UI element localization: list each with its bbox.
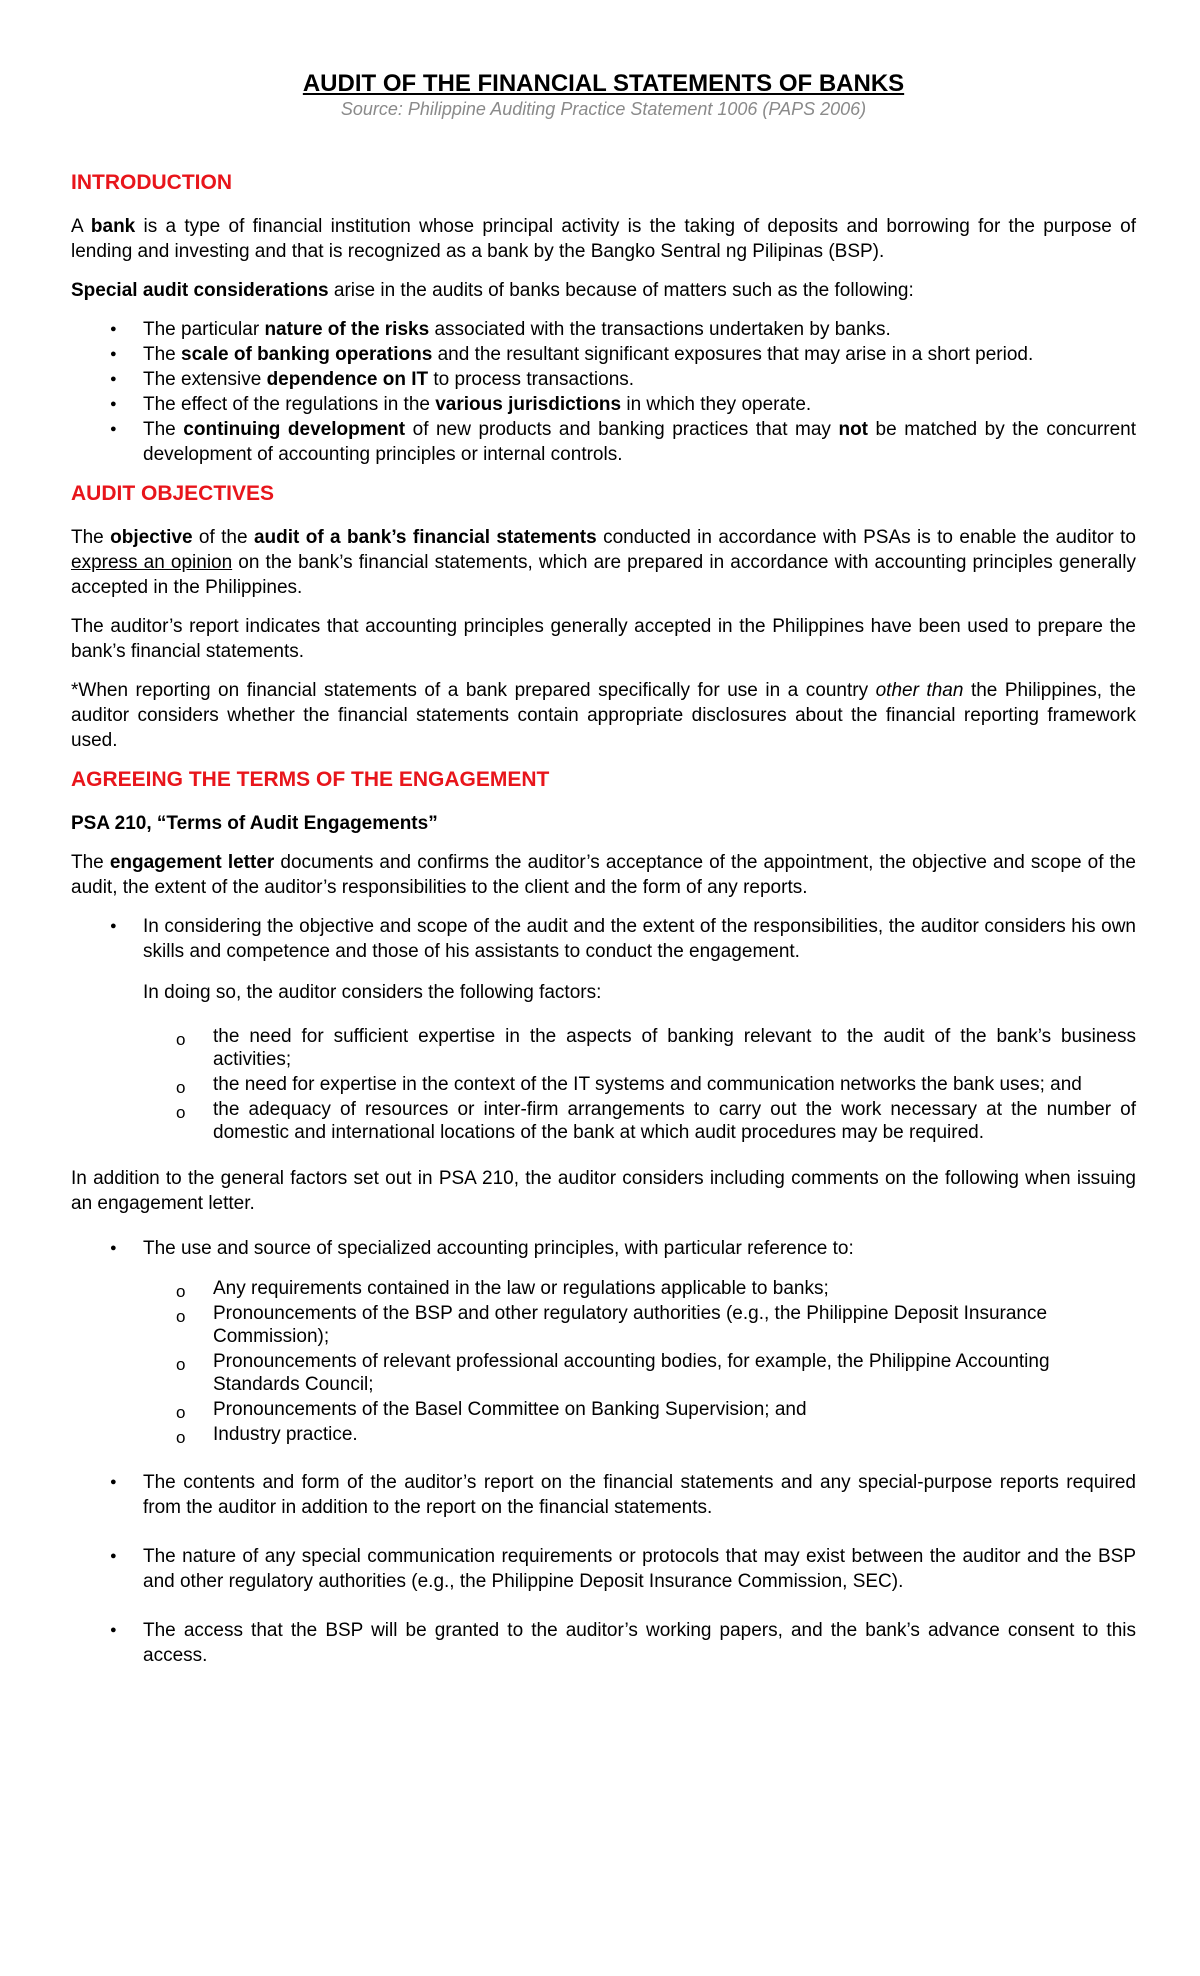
factors-intro: In doing so, the auditor considers the following factors: — [143, 982, 602, 1003]
document-title: AUDIT OF THE FINANCIAL STATEMENTS OF BANKS — [302, 70, 905, 97]
list-item: o Pronouncements of the Basel Committee on Banking Supervision; and — [142, 1398, 1136, 1421]
list-item: ● In considering the objective and scope of the audit and the extent of the responsibilities, the auditor considers his own skills and competence and those of his assistants to conduct the engagement. In doing so, the auditor considers the following factors: — [71, 914, 1136, 1005]
source-note: Source: Philippine Auditing Practice Statement 1006 (PAPS 2006) — [340, 99, 867, 119]
audit-objectives-heading: AUDIT OBJECTIVES — [71, 482, 275, 505]
list-item: o Pronouncements of the BSP and other regulatory authorities (e.g., the Philippine Deposit Insurance Commission); — [142, 1302, 1136, 1348]
list-item: o the need for expertise in the context of the IT systems and communication networks the bank uses; and — [142, 1073, 1136, 1096]
list-item: o Any requirements contained in the law or regulations applicable to banks; — [142, 1277, 1136, 1300]
list-item: ● The nature of any special communication requirements or protocols that may exist between the auditor and the BSP and other regulatory authorities (e.g., the Philippine Deposit Insurance Commission, SEC). — [71, 1544, 1136, 1594]
introduction-heading: INTRODUCTION — [71, 171, 232, 194]
engagement-terms-heading: AGREEING THE TERMS OF THE ENGAGEMENT — [71, 768, 550, 791]
engagement-paragraph-2: In addition to the general factors set out in PSA 210, the auditor considers including comments on the following when issuing an engagement letter. — [71, 1168, 1136, 1214]
psa-210-subheading: PSA 210, “Terms of Audit Engagements” — [71, 813, 438, 834]
factors-list — [142, 1025, 1136, 1144]
list-item: ● The scale of banking operations and the resultant significant exposures that may arise in a short period. — [71, 342, 1136, 367]
list-item: o Industry practice. — [142, 1423, 1136, 1446]
intro-paragraph-bank: A bank is a type of financial institution whose principal activity is the taking of deposits and borrowing for the purpose of lending and investing and that is recognized as a bank by the Bangko Sentral ng Pilipinas (BSP). — [71, 216, 1136, 262]
list-item: o the need for sufficient expertise in the aspects of banking relevant to the audit of the bank’s business activities; — [142, 1025, 1136, 1071]
objectives-paragraph-1: The objective of the audit of a bank’s financial statements conducted in accordance with PSAs is to enable the auditor to express an opinion on the bank’s financial statements, which are prepared in accordance with accounting principles generally accepted in the Philippines. — [71, 527, 1136, 598]
references-list — [142, 1277, 1136, 1446]
considerations-list — [71, 317, 1136, 467]
list-item: ● The contents and form of the auditor’s report on the financial statements and any special-purpose reports required from the auditor in addition to the report on the financial statements. — [71, 1470, 1136, 1520]
specialized-principles-list — [71, 1236, 1136, 1261]
objectives-paragraph-2: The auditor’s report indicates that accounting principles generally accepted in the Philippines have been used to prepare the bank’s financial statements. — [71, 616, 1136, 662]
engagement-letter-comments-list — [71, 1470, 1136, 1668]
list-item: ● The access that the BSP will be granted to the auditor’s working papers, and the bank’s advance consent to this access. — [71, 1618, 1136, 1668]
intro-paragraph-considerations: Special audit considerations arise in the audits of banks because of matters such as the following: — [71, 280, 914, 301]
engagement-paragraph-1: The engagement letter documents and confirms the auditor’s acceptance of the appointment, the objective and scope of the audit, the extent of the auditor’s responsibilities to the client and the form of any reports. — [71, 852, 1136, 898]
engagement-considerations-list — [71, 914, 1136, 1005]
list-item: ● The particular nature of the risks associated with the transactions undertaken by banks. — [71, 317, 1136, 342]
list-item: ● The extensive dependence on IT to process transactions. — [71, 367, 1136, 392]
list-item: o the adequacy of resources or inter-firm arrangements to carry out the work necessary at the number of domestic and international locations of the bank at which audit procedures may be required. — [142, 1098, 1136, 1144]
list-item: ● The continuing development of new products and banking practices that may not be matched by the concurrent development of accounting principles or internal controls. — [71, 417, 1136, 467]
document-page — [71, 70, 1136, 1692]
objectives-paragraph-3: *When reporting on financial statements of a bank prepared specifically for use in a country other than the Philippines, the auditor considers whether the financial statements contain appropriate disclosures about the financial reporting framework used. — [71, 680, 1136, 751]
list-item: ● The effect of the regulations in the various jurisdictions in which they operate. — [71, 392, 1136, 417]
list-item: o Pronouncements of relevant professional accounting bodies, for example, the Philippine Accounting Standards Council; — [142, 1350, 1136, 1396]
list-item: ● The use and source of specialized accounting principles, with particular reference to: — [71, 1236, 1136, 1261]
